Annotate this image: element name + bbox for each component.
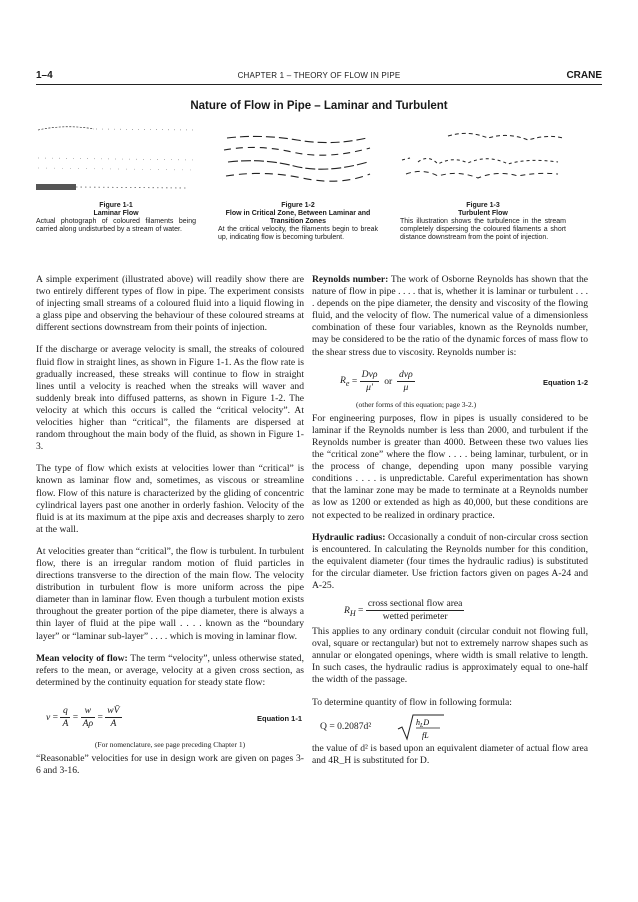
- figure-subtitle: Laminar Flow: [93, 210, 139, 217]
- chapter-title: CHAPTER 1 – THEORY OF FLOW IN PIPE: [237, 71, 401, 80]
- page-title: Nature of Flow in Pipe – Laminar and Turbulent: [190, 100, 448, 112]
- equation-note: (other forms of this equation; page 3-2.): [356, 399, 477, 409]
- svg-text:fL: fL: [422, 730, 429, 740]
- figure-subtitle: Flow in Critical Zone, Between Laminar and Transition Zones: [225, 210, 371, 225]
- section-heading: Hydraulic radius:: [312, 531, 386, 543]
- figure-label: Figure 1-3: [466, 202, 500, 209]
- brand-name: CRANE: [566, 70, 602, 81]
- figure-label: Figure 1-2: [281, 202, 315, 209]
- rh-numerator: cross sectional flow area: [366, 598, 465, 611]
- equation-1-2: [312, 365, 588, 399]
- paragraph: Mean velocity of flow: The term “velocity”, unless otherwise stated, refers to the mean, or average, velocity at a given cross section, as determined by the continuity equation for steady state flow:: [36, 652, 304, 688]
- paragraph: A simple experiment (illustrated above) will readily show there are two entirely different types of flow in pipe. The experiment consists of injecting small streams of a coloured fluid into a liquid flowing in a glass pipe and observing the behaviour of these coloured streams at different sections downstream from their points of injection.: [36, 274, 304, 334]
- paragraph: This applies to any ordinary conduit (circular conduit not flowing full, oval, square or rectangular) but not to extremely narrow shapes such as annular or elongated openings, where width is small relative to length. In such cases, the hydraulic radius is approximately equal to one-half the width of the passage.: [312, 626, 588, 686]
- sqrt-term: [396, 713, 446, 741]
- paragraph: At velocities greater than “critical”, the flow is turbulent. In turbulent flow, there is an irregular random motion of fluid particles in directions transverse to the direction of the main flow. The velocity distribution in turbulent flow is more uniform across the pipe diameter than in laminar flow. Even though a turbulent motion exists throughout the greater portion of the pipe diameter, there is always a thin layer of fluid at the pipe wall . . . . known as the “boundary layer” or “laminar sub-layer” . . . . which is moving in laminar flow.: [36, 545, 304, 642]
- section-heading: Reynolds number:: [312, 274, 389, 285]
- paragraph: The type of flow which exists at velocities lower than “critical” is known as laminar flow and, sometimes, as viscous or streamline flow. Flow of this nature is characterized by the gliding of concentric cylindrical layers past one another in orderly fashion. Velocity of the fluid is at its maximum at the pipe axis and decreases sharply to zero at the wall.: [36, 463, 304, 535]
- page-number: 1–4: [36, 70, 53, 81]
- laminar-flow-photo: [36, 118, 206, 200]
- equation-label: Equation 1-1: [256, 713, 302, 723]
- figure-1-3: [400, 202, 566, 242]
- reynolds-equation: $R_e$ = $\frac{\text{Dvρ}}{\mu'}$ or $\frac{\text{dvρ}}{\mu}$: [340, 368, 413, 393]
- equation-label: Equation 1-2: [542, 377, 588, 387]
- paragraph: “Reasonable” velocities for use in design work are given on pages 3-6 and 3-16.: [36, 753, 304, 777]
- rh-denominator: wetted perimeter: [382, 611, 448, 623]
- paragraph: Hydraulic radius: Occasionally a conduit of non-circular cross section is encountered. In calculating the Reynolds number for this condition, the equivalent diameter (four times the hydraulic radius) is substituted for the circular diameter. Use friction factors given on pages A-24 and A-25.: [312, 531, 588, 591]
- critical-zone-photo: [222, 132, 372, 184]
- figure-caption: This illustration shows the turbulence in the stream completely dispersing the coloured filaments a short distance downstream from the point of injection.: [400, 218, 566, 241]
- continuity-equation: v = $\frac{q}{A}$ = $\frac{w}{A\rho}$ = $\frac{wV̄}{A}$: [46, 704, 120, 729]
- paragraph: If the discharge or average velocity is small, the streaks of coloured fluid flow in straight lines, as shown in Figure 1-1. As the flow rate is gradually increased, these streaks will continue to flow in straight lines until a velocity is reached when the streaks will waver and suddenly break into diffused patterns, as shown in Figure 1-2. The velocity at which this occurs is called the “critical velocity”. At velocities higher than “critical”, the filaments are dispersed at random throughout the main body of the fluid, as shown in Figure 1-3.: [36, 344, 304, 453]
- page-header: [36, 70, 602, 85]
- flow-quantity-equation: [312, 713, 588, 743]
- figure-1-1: [36, 202, 196, 234]
- paragraph: the value of d² is based upon an equivalent diameter of actual flow area and 4R_H is substituted for D.: [312, 742, 588, 766]
- equation-1-1: [36, 699, 304, 739]
- figure-caption: Actual photograph of coloured filaments being carried along undisturbed by a stream of water.: [36, 218, 196, 233]
- paragraph: For engineering purposes, flow in pipes is usually considered to be laminar if the Reynolds number is less than 2000, and turbulent if the Reynolds number is greater than 4000. Between these two values lies the “critical zone” where the flow . . . . being laminar, turbulent, or in the process of change, depending upon many possible varying conditions . . . . is unpredictable. Careful experimentation has shown that the laminar zone may be made to terminate at a Reynolds number as low as 1200 or extended as high as 40,000, but these conditions are not expected to be realized in ordinary practice.: [312, 412, 588, 521]
- left-column: [36, 274, 304, 787]
- figure-caption: At the critical velocity, the filaments begin to break up, indicating flow is becoming turbulent.: [218, 226, 378, 241]
- hydraulic-radius-equation: $R_H$ = $\frac{\text{cross sectional flow area}}{\text{wetted perimeter}}$: [344, 598, 463, 623]
- nomenclature-note: (For nomenclature, see page preceding Chapter 1): [94, 739, 246, 749]
- figure-label: Figure 1-1: [99, 202, 133, 209]
- paragraph: To determine quantity of flow in following formula:: [312, 696, 512, 708]
- right-column: [312, 274, 588, 777]
- figure-1-2: [218, 202, 378, 242]
- figure-subtitle: Turbulent Flow: [458, 210, 508, 217]
- turbulent-flow-photo: [398, 128, 566, 186]
- q-coefficient: Q = 0.2087d²: [320, 720, 372, 732]
- paragraph: Reynolds number: The work of Osborne Reynolds has shown that the nature of flow in pipe . . . . that is, whether it is laminar or turbulent . . . . depends on the pipe diameter, the density and viscosity of the flowing fluid, and the velocity of flow. The numerical value of a dimensionless combination of these four variables, known as the Reynolds number, may be considered to be the ratio of the dynamic forces of mass flow to the shear stress due to viscosity. Reynolds number is:: [312, 274, 588, 358]
- svg-text:hLD: $h_LD$: [416, 717, 430, 729]
- section-heading: Mean velocity of flow:: [36, 652, 128, 664]
